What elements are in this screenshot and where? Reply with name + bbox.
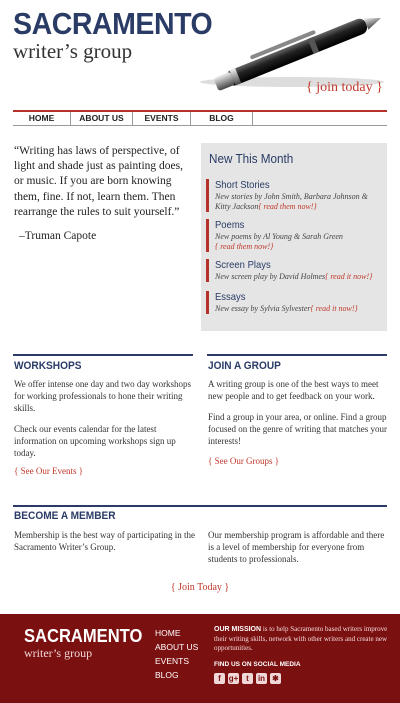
member-title: BECOME A MEMBER <box>14 510 116 522</box>
ntm-item-desc <box>215 192 382 212</box>
workshops-body-1: We offer intense one day and two day workshops for working professionals to hone their writing skills. <box>14 379 192 413</box>
logo-title[interactable]: SACRAMENTO <box>13 6 213 41</box>
main-nav <box>13 110 387 126</box>
read-link[interactable]: { read them now!} <box>258 202 317 211</box>
ntm-item-title[interactable]: Short Stories <box>215 179 270 191</box>
mission-text: is to help Sacramento based writers improve their writing skills, network with other writers and create new opportunities. <box>214 625 388 652</box>
join-group-title: JOIN A GROUP <box>208 360 281 372</box>
ntm-desc-text: New essay by Sylvia Sylvester <box>215 304 311 313</box>
member-body-left: Membership is the best way of participating in the Sacramento Writer’s Group. <box>14 530 195 552</box>
new-this-month-panel <box>201 143 387 331</box>
read-link[interactable]: { read it now!} <box>310 304 358 313</box>
facebook-icon[interactable]: f <box>214 673 225 684</box>
ntm-item-poems <box>206 219 382 252</box>
footer-nav-home[interactable]: HOME <box>155 628 181 638</box>
member-rule <box>13 505 387 507</box>
footer-mission <box>214 625 390 654</box>
see-our-events-link[interactable]: { See Our Events } <box>14 466 84 476</box>
workshops-body-2: Check our events calendar for the latest information on upcoming workshops sign up today. <box>14 424 176 458</box>
linkedin-icon[interactable]: in <box>257 674 266 683</box>
mission-label: OUR MISSION <box>214 626 262 633</box>
read-link[interactable]: { read it now!} <box>325 272 373 281</box>
footer-nav-events[interactable]: EVENTS <box>155 656 190 666</box>
join-today-center-link[interactable]: { Join Today } <box>170 582 230 593</box>
quote-author: –Truman Capote <box>19 230 97 242</box>
ntm-item-title[interactable]: Essays <box>215 291 246 303</box>
nav-blog[interactable]: BLOG <box>191 112 253 125</box>
brace-open: { <box>306 80 313 95</box>
logo-subtitle: writer’s group <box>13 39 133 63</box>
footer-logo-title[interactable]: SACRAMENTO <box>24 626 143 646</box>
social-label: FIND US ON SOCIAL MEDIA <box>214 661 301 668</box>
workshops-rule <box>13 354 193 356</box>
join-group-body-1: A writing group is one of the best ways to meet new people and to get feedback on your work. <box>208 379 379 401</box>
ntm-item-desc <box>215 232 382 252</box>
footer <box>0 614 400 703</box>
yelp-icon[interactable]: ✱ <box>270 673 281 684</box>
ntm-item-screen-plays <box>206 259 382 282</box>
quote-text: “Writing has laws of perspective, of light and shade just as painting does, or music. If you are born knowing them, fine. If not, learn them. Then rearrange the rules to suit yourself.” <box>14 145 183 218</box>
brace-close: } <box>376 80 383 95</box>
twitter-icon[interactable]: t <box>242 673 253 684</box>
join-group-rule <box>207 354 387 356</box>
ntm-item-desc <box>215 304 382 314</box>
footer-nav-blog[interactable]: BLOG <box>155 670 179 680</box>
join-today-label: join today <box>316 80 373 95</box>
ntm-item-short-stories <box>206 179 382 212</box>
nav-events[interactable]: EVENTS <box>133 112 191 125</box>
social-icons <box>214 673 281 684</box>
ntm-item-desc <box>215 272 382 282</box>
footer-nav <box>155 626 198 682</box>
workshops-title: WORKSHOPS <box>14 360 82 372</box>
ntm-item-title[interactable]: Screen Plays <box>215 259 271 271</box>
footer-logo-subtitle: writer’s group <box>24 646 93 660</box>
google-plus-icon[interactable]: g+ <box>228 674 239 683</box>
ntm-desc-text: New stories by John Smith, Barbara Johnson & Kitty Jackson <box>215 192 368 211</box>
new-this-month-title: New This Month <box>209 151 294 166</box>
nav-home[interactable]: HOME <box>13 112 71 125</box>
read-link[interactable]: { read them now!} <box>215 242 274 251</box>
header <box>0 0 400 104</box>
ntm-item-essays <box>206 291 382 314</box>
see-our-groups-link[interactable]: { See Our Groups } <box>208 456 280 466</box>
member-body-right: Our membership program is affordable and there is a level of membership for everyone from students to professionals. <box>208 530 385 564</box>
footer-nav-about-us[interactable]: ABOUT US <box>155 642 199 652</box>
nav-about-us[interactable]: ABOUT US <box>71 112 133 125</box>
ntm-desc-text: New poems by Al Young & Sarah Green <box>215 232 343 241</box>
ntm-desc-text: New screen play by David Holmes <box>215 272 326 281</box>
ntm-item-title[interactable]: Poems <box>215 219 245 231</box>
join-today-link[interactable] <box>306 80 383 96</box>
join-group-body-2: Find a group in your area, or online. Find a group focused on the genre of writing that matches your interests! <box>208 412 387 446</box>
